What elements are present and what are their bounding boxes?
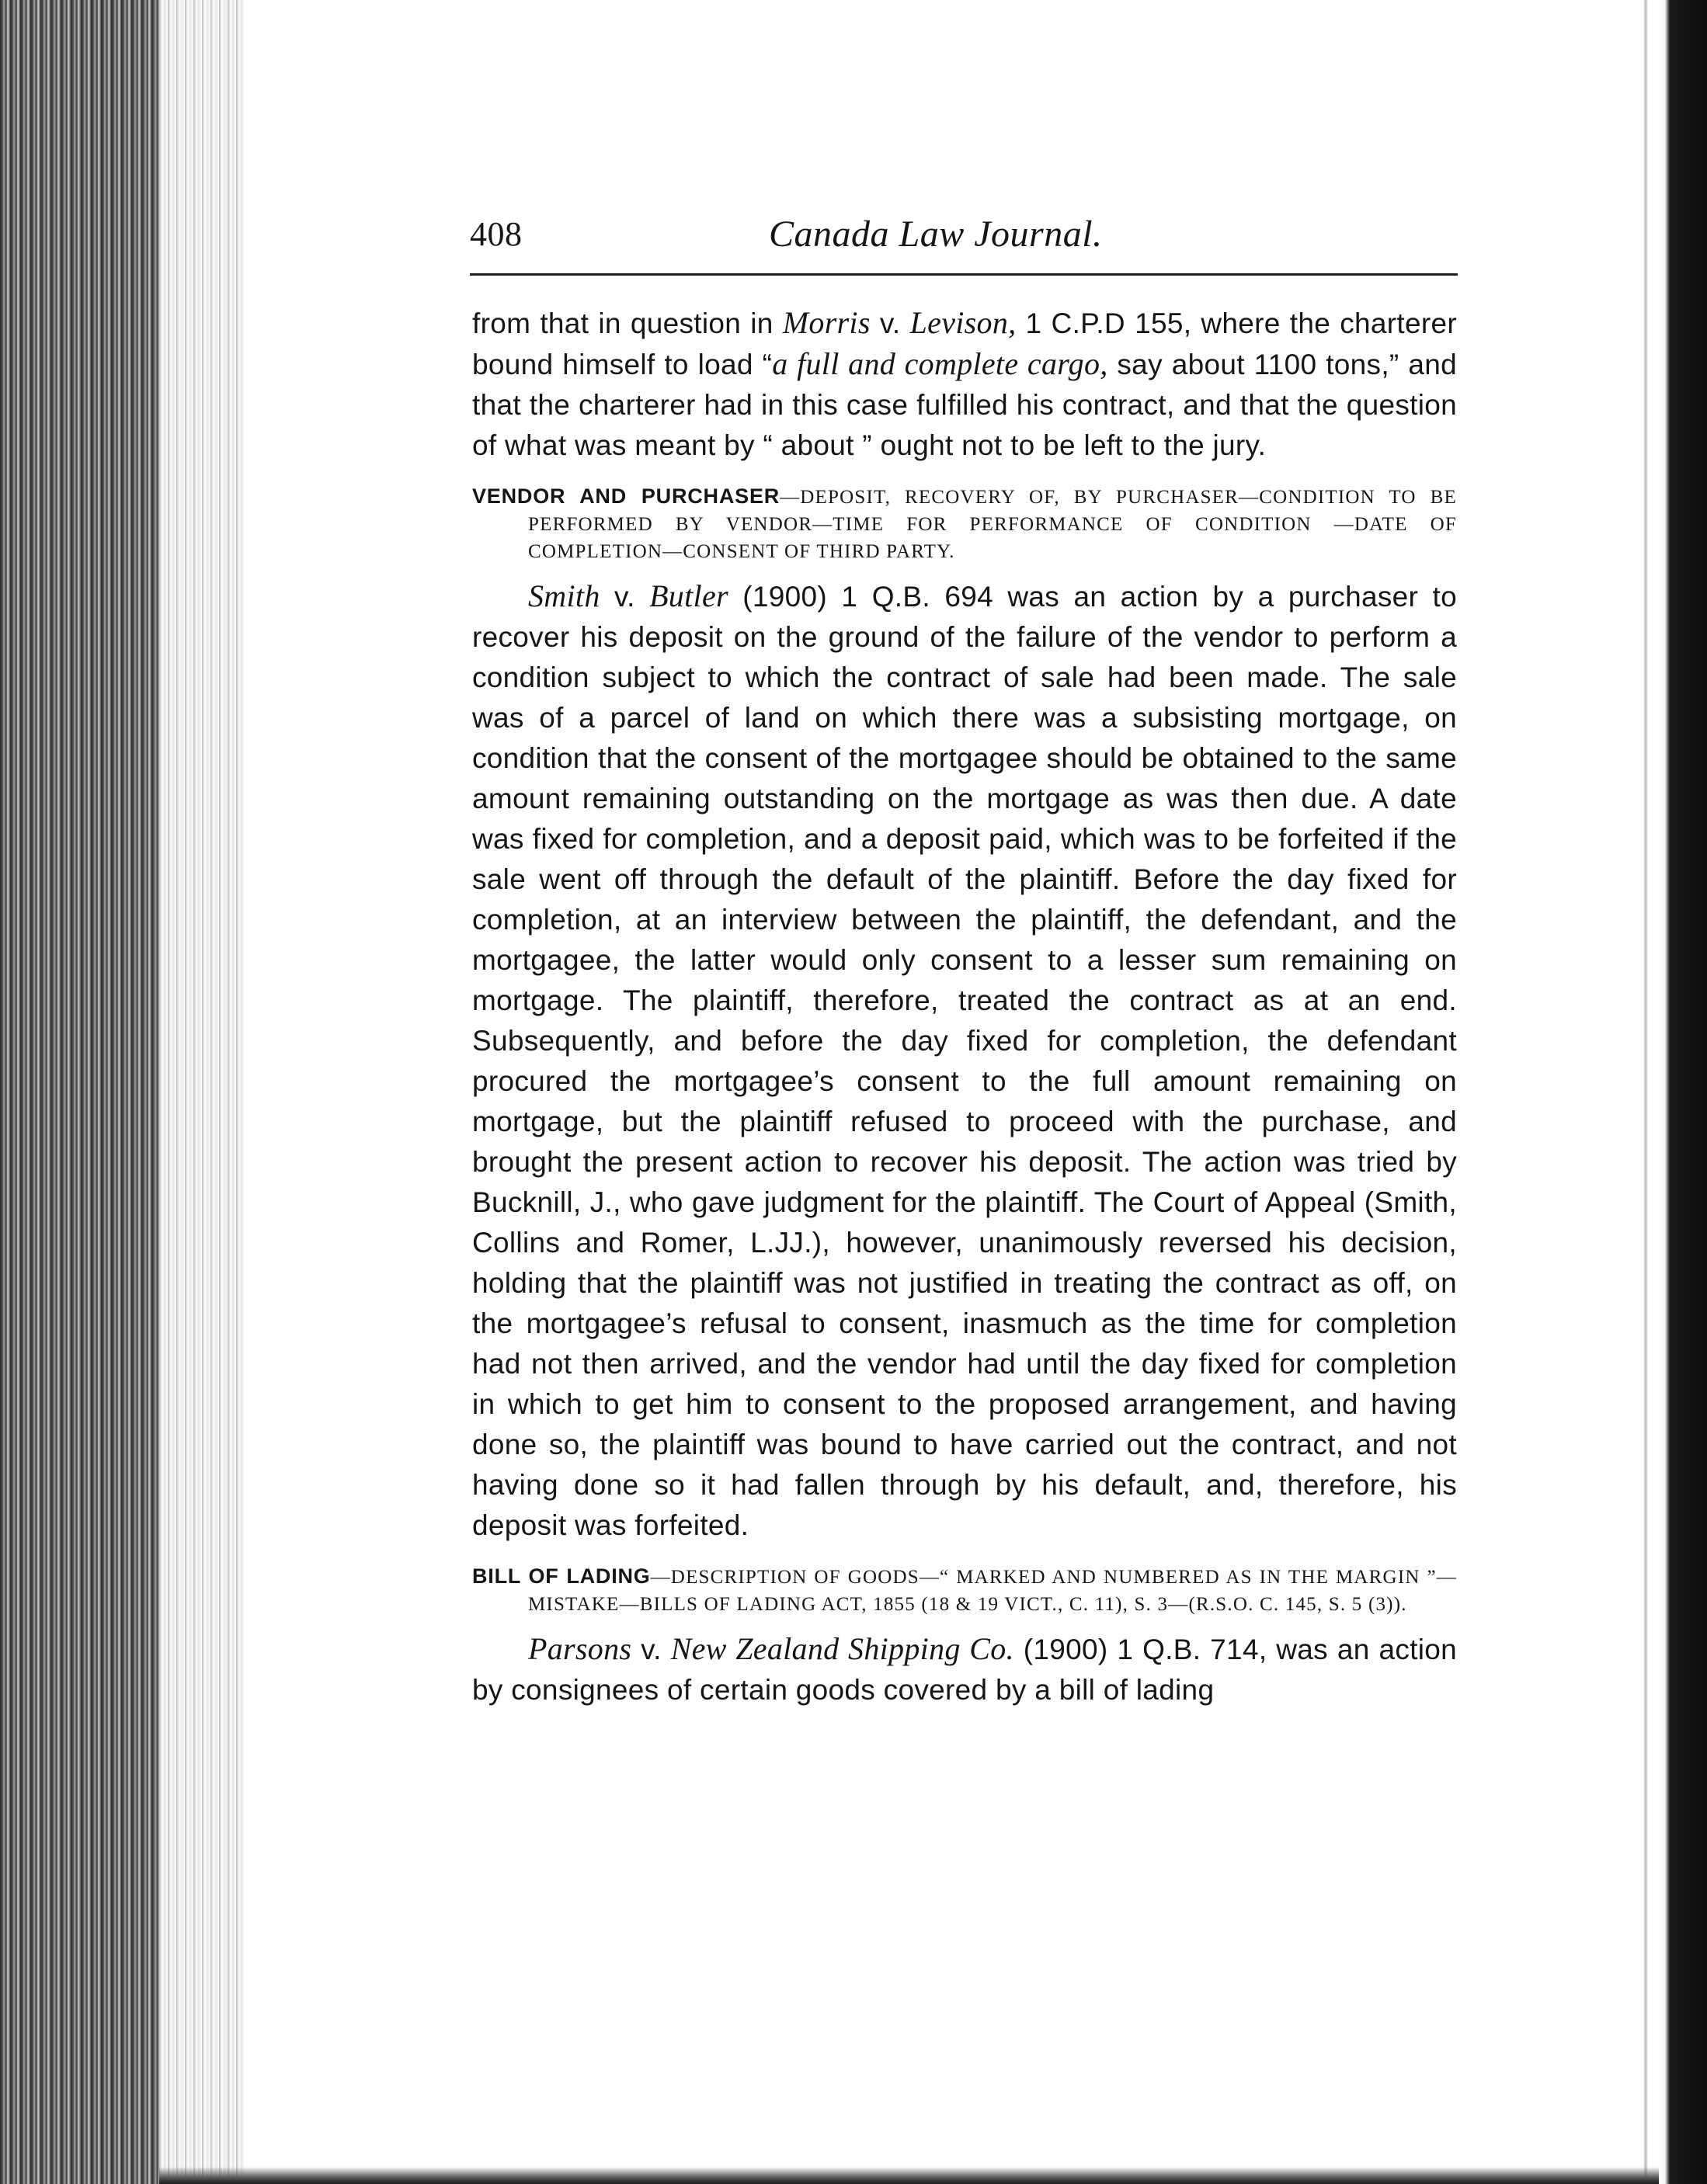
case-name-levison: Levison, <box>909 305 1017 340</box>
headnote-bill-of-lading <box>472 1563 1457 1618</box>
text-run: (1900) 1 Q.B. 694 was an action by a purchaser to recover his deposit on the ground of the failure of the vendor to perform a condition subject to which the contract of sale had been made. The sale was of a parcel of land on which there was a subsisting mortgage, on condition that the consent of the mortgagee should be obtained to the same amount remaining outstanding on the mortgage as was then due. A date was fixed for completion, and a deposit paid, which was to be forfeited if the sale went off through the default of the plaintiff. Before the day fixed for completion, at an interview between the plaintiff, the defendant, and the mortgagee, the latter would only consent to a lesser sum remaining on mortgage. The plaintiff, therefore, treated the contract as at an end. Subsequently, and before the day fixed for completion, the defendant procured the mortgagee’s consent to the full amount remaining on mortgage, but the plaintiff refused to proceed with the purchase, and brought the present action to recover his deposit. The action was tried by Bucknill, J., who gave judgment for the plaintiff. The Court of Appeal (Smith, Collins and Romer, L.JJ.), however, unanimously reversed his decision, holding that the plaintiff was not justified in treating the contract as off, on the mortgagee’s refusal to consent, inasmuch as the time for completion had not then arrived, and the vendor had until the day fixed for completion in which to get him to consent to the proposed arrangement, and having done so, the plaintiff was bound to have carried out the contract, and not having done so it had fallen through by his default, and, therefore, his deposit was forfeited. <box>472 581 1458 1541</box>
paragraph-parsons <box>472 1629 1457 1710</box>
headnote-text: —DESCRIPTION OF GOODS—“ MARKED AND NUMBERED AS IN THE MARGIN ”—MISTAKE—BILLS OF LADING ACT, 1855 (18 & 19 VICT., C. 11), S. 3—(R.S.O. C. 145, S. 5 (3)). <box>528 1567 1457 1615</box>
headnote-vendor-purchaser <box>472 483 1457 565</box>
text-run: v. <box>600 581 650 613</box>
text-run: 1 C.P.D 155, where the charterer bound himself to load “ <box>472 307 1457 380</box>
paragraph-smith-butler <box>472 576 1457 1546</box>
headnote-text: —DEPOSIT, RECOVERY OF, BY PURCHASER—CONDITION TO BE PERFORMED BY VENDOR—TIME FOR PERFORMANCE OF CONDITION —DATE OF COMPLETION—CONSENT OF THIRD PARTY. <box>528 487 1458 562</box>
case-name-parsons: Parsons <box>528 1631 632 1666</box>
page-edge-shadow <box>1620 0 1659 2184</box>
page-body <box>472 303 1457 1710</box>
text-run: from that in question in <box>472 307 783 339</box>
bottom-page-edge <box>159 2167 1659 2184</box>
paragraph-morris-levison <box>472 303 1457 466</box>
headnote-lead: VENDOR AND PURCHASER <box>472 484 780 508</box>
quoted-phrase: a full and complete cargo, <box>772 346 1108 381</box>
headnote-lead: BILL OF LADING <box>472 1564 651 1588</box>
page-number: 408 <box>470 215 523 253</box>
text-run: v. <box>631 1634 671 1665</box>
header-rule <box>470 273 1458 276</box>
case-name-nz-shipping: New Zealand Shipping Co. <box>670 1631 1014 1666</box>
gutter-shadow <box>159 0 245 2184</box>
journal-title: Canada Law Journal. <box>769 214 1103 255</box>
text-run: say about 1100 tons,” and that the charterer had in this case fulfilled his contract, and that the question of what was meant by “ about ” ought not to be left to the jury. <box>472 349 1457 461</box>
running-header <box>470 208 1458 269</box>
case-name-morris: Morris <box>782 305 871 340</box>
right-page-edge <box>1659 0 1707 2184</box>
text-run: v. <box>870 307 910 339</box>
text-run: (1900) 1 Q.B. 714, was an action by consignees of certain goods covered by a bill of lading <box>472 1634 1458 1706</box>
book-binding-gutter <box>0 0 159 2184</box>
case-name-smith: Smith <box>528 578 600 613</box>
case-name-butler: Butler <box>649 578 728 613</box>
